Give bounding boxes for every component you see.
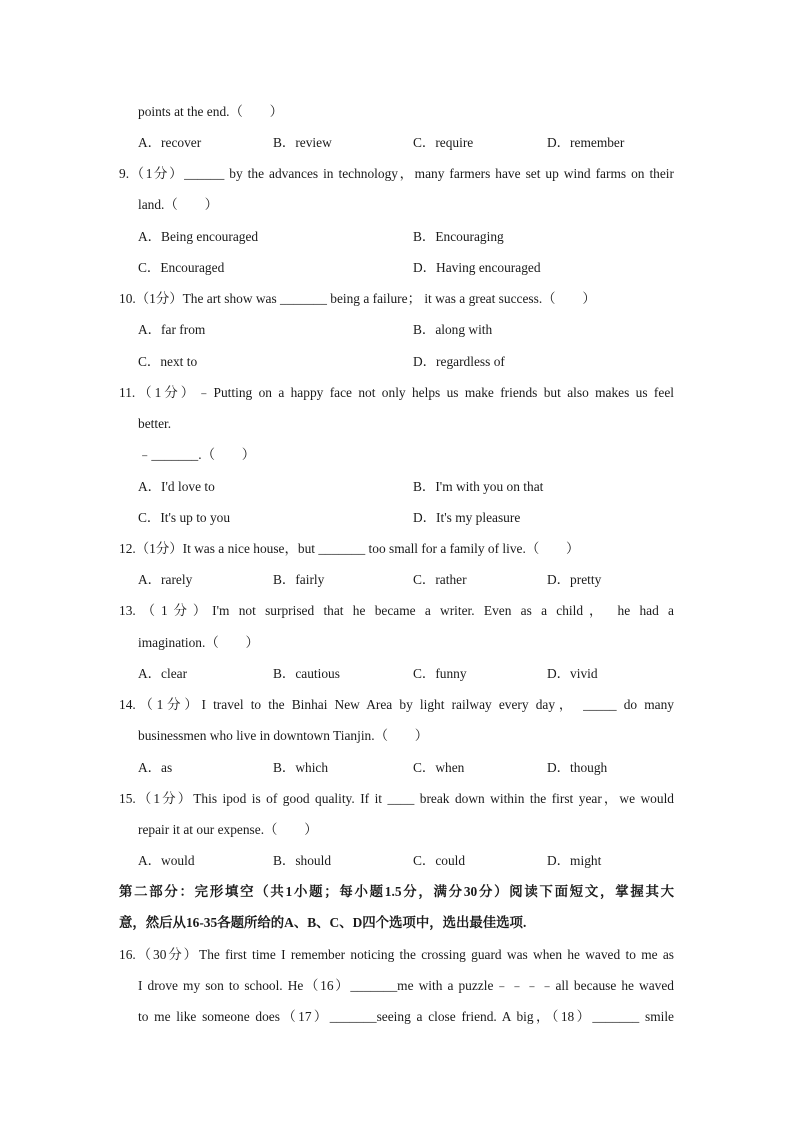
q8-option-b: B．review: [273, 135, 332, 150]
q9-stem-line2: land.（ ）: [138, 197, 218, 212]
q9-option-c: C．Encouraged: [138, 260, 225, 275]
q15-option-c: C．could: [413, 853, 466, 868]
q11-option-b: B．I'm with you on that: [413, 479, 544, 494]
part2-heading-line2: 意，然后从16-35各题所给的A、B、C、D四个选项中，选出最佳选项.: [119, 915, 527, 930]
q14-option-a: A．as: [138, 760, 173, 775]
q10-option-b: B．along with: [413, 322, 493, 337]
q8-option-d: D．remember: [547, 135, 625, 150]
q13-stem-line2: imagination.（ ）: [138, 635, 259, 650]
q11-option-c: C．It's up to you: [138, 510, 231, 525]
q15-stem-line2: repair it at our expense.（ ）: [138, 822, 318, 837]
q9-stem-line1: 9.（1分）______ by the advances in technology，many farmers have set up wind farms on their: [119, 166, 674, 181]
q10-option-a: A．far from: [138, 322, 206, 337]
q14-stem-line2: businessmen who live in downtown Tianjin.（ ）: [138, 728, 429, 743]
q9-option-d: D．Having encouraged: [413, 260, 541, 275]
q11-stem-line3: ﹣_______.（ ）: [138, 447, 256, 462]
q10-stem-line1: 10.（1分）The art show was _______ being a failure； it was a great success.（ ）: [119, 291, 596, 306]
q12-stem-line1: 12.（1分）It was a nice house，but _______ too small for a family of live.（ ）: [119, 541, 580, 556]
q13-option-b: B．cautious: [273, 666, 340, 681]
q15-option-d: D．might: [547, 853, 602, 868]
q11-option-d: D．It's my pleasure: [413, 510, 521, 525]
q15-option-b: B．should: [273, 853, 332, 868]
q13-option-a: A．clear: [138, 666, 188, 681]
q15-option-a: A．would: [138, 853, 195, 868]
q10-option-d: D．regardless of: [413, 354, 505, 369]
q10-option-c: C．next to: [138, 354, 198, 369]
q14-option-c: C．when: [413, 760, 465, 775]
q11-option-a: A．I'd love to: [138, 479, 215, 494]
q9-option-b: B．Encouraging: [413, 229, 504, 244]
part2-heading-line1: 第二部分：完形填空（共1小题；每小题1.5分，满分30分）阅读下面短文，掌握其大: [119, 884, 674, 899]
q16-passage-line3: to me like someone does（17）_______seeing a close friend. A big，（18）_______ smile: [138, 1009, 674, 1024]
q12-option-c: C．rather: [413, 572, 467, 587]
q12-option-b: B．fairly: [273, 572, 325, 587]
q15-stem-line1: 15.（1分）This ipod is of good quality. If it ____ break down within the first year，we would: [119, 791, 674, 806]
q14-option-d: D．though: [547, 760, 608, 775]
q16-passage-line2: I drove my son to school. He（16）_______me with a puzzle﹣﹣﹣﹣all because he waved: [138, 978, 674, 993]
q13-stem-line1: 13.（1分）I'm not surprised that he became a writer. Even as a child， he had a: [119, 603, 674, 618]
q8-option-a: A．recover: [138, 135, 202, 150]
q9-option-a: A．Being encouraged: [138, 229, 259, 244]
q13-option-d: D．vivid: [547, 666, 598, 681]
q16-passage-line1: 16.（30分）The first time I remember noticing the crossing guard was when he waved to me as: [119, 947, 674, 962]
q12-option-a: A．rarely: [138, 572, 193, 587]
q14-stem-line1: 14.（1分）I travel to the Binhai New Area by light railway every day， _____ do many: [119, 697, 674, 712]
q8-option-c: C．require: [413, 135, 474, 150]
q11-stem-line1: 11.（1分）﹣Putting on a happy face not only helps us make friends but also makes us feel: [119, 385, 674, 400]
q8-stem-tail: points at the end.（ ）: [138, 104, 284, 119]
q14-option-b: B．which: [273, 760, 329, 775]
q12-option-d: D．pretty: [547, 572, 602, 587]
q13-option-c: C．funny: [413, 666, 467, 681]
q11-stem-line2: better.: [138, 416, 172, 431]
